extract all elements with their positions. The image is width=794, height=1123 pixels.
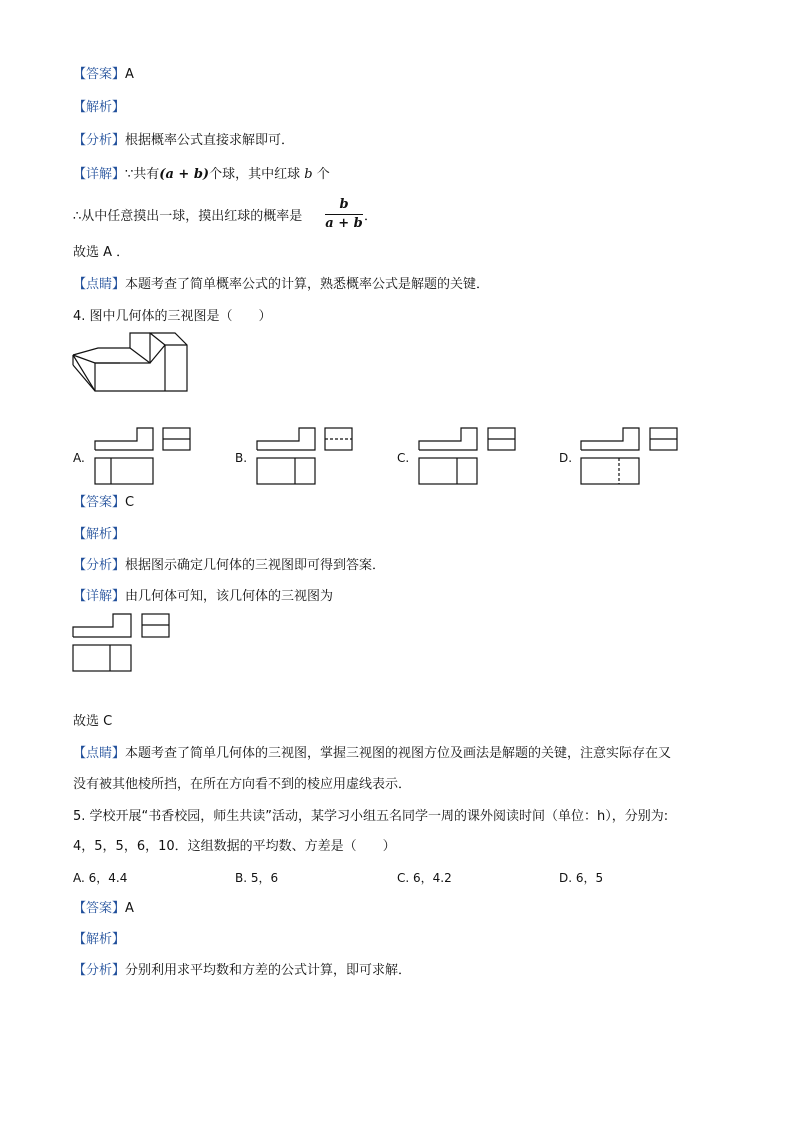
math-expr: (a + b) [159,167,210,182]
option-d-label: D. [559,451,573,465]
solution-views [73,614,169,671]
q5-fenxi-line: 【分析】分别利用求平均数和方差的公式计算，即可求解． [73,963,412,978]
q4-analysis-tag: 【解析】 [73,527,126,542]
q3-dianjing-line: 【点睛】本题考查了简单概率公式的计算，熟悉概率公式是解题的关键． [73,277,490,292]
option-a-label: A. [73,451,85,465]
q5-option-a: A. 6，4.4 [73,871,128,885]
q4-answer-line: 【答案】C [73,495,135,510]
answer-tag: 【答案】 [73,67,126,82]
q4-fenxi-line: 【分析】根据图示确定几何体的三视图即可得到答案． [73,558,386,573]
q5-stem-line2: 4，5，5，6，10．这组数据的平均数、方差是（ ） [73,839,396,854]
option-c-views [419,428,515,484]
q5-option-c: C. 6，4.2 [397,871,452,885]
option-b-views [257,428,352,484]
q4-xiangjie-line: 【详解】由几何体可知，该几何体的三视图为 [73,589,334,604]
q5-answer-line: 【答案】A [73,901,134,916]
q3-choose: 故选 A ． [73,245,130,260]
q5-option-d: D. 6，5 [559,871,604,885]
q3-probability-line: ∴从中任意摸出一球，摸出红球的概率是 [73,209,303,224]
q3-analysis-tag: 【解析】 [73,100,126,115]
option-d-views [581,428,677,484]
q5-analysis-tag: 【解析】 [73,932,126,947]
answer-value: A [125,67,134,82]
q4-choose: 故选 C [73,714,113,729]
q4-stem: 4. 图中几何体的三视图是（ ） [73,309,272,324]
option-b-label: B. [235,451,248,465]
q4-dianjing-line2: 没有被其他棱所挡，在所在方向看不到的棱应用虚线表示． [73,777,412,792]
q5-option-b: B. 5，6 [235,871,279,885]
option-c-label: C. [397,451,410,465]
q4-dianjing-line1: 【点睛】本题考查了简单几何体的三视图，掌握三视图的视图方位及画法是解题的关键，注意实际存在又 [73,746,672,761]
q3-fenxi-line: 【分析】根据概率公式直接求解即可． [73,133,295,148]
q5-stem-line1: 5. 学校开展“书香校园，师生共读”活动，某学习小组五名同学一周的课外阅读时间（单位：h），分别为: [73,809,669,824]
q3-xiangjie-line: 【详解】∵共有(a + b)个球，其中红球 b 个 [73,167,330,182]
solid-3d-figure [73,333,187,391]
probability-fraction: b a + b [325,197,363,231]
option-a-views [95,428,190,484]
